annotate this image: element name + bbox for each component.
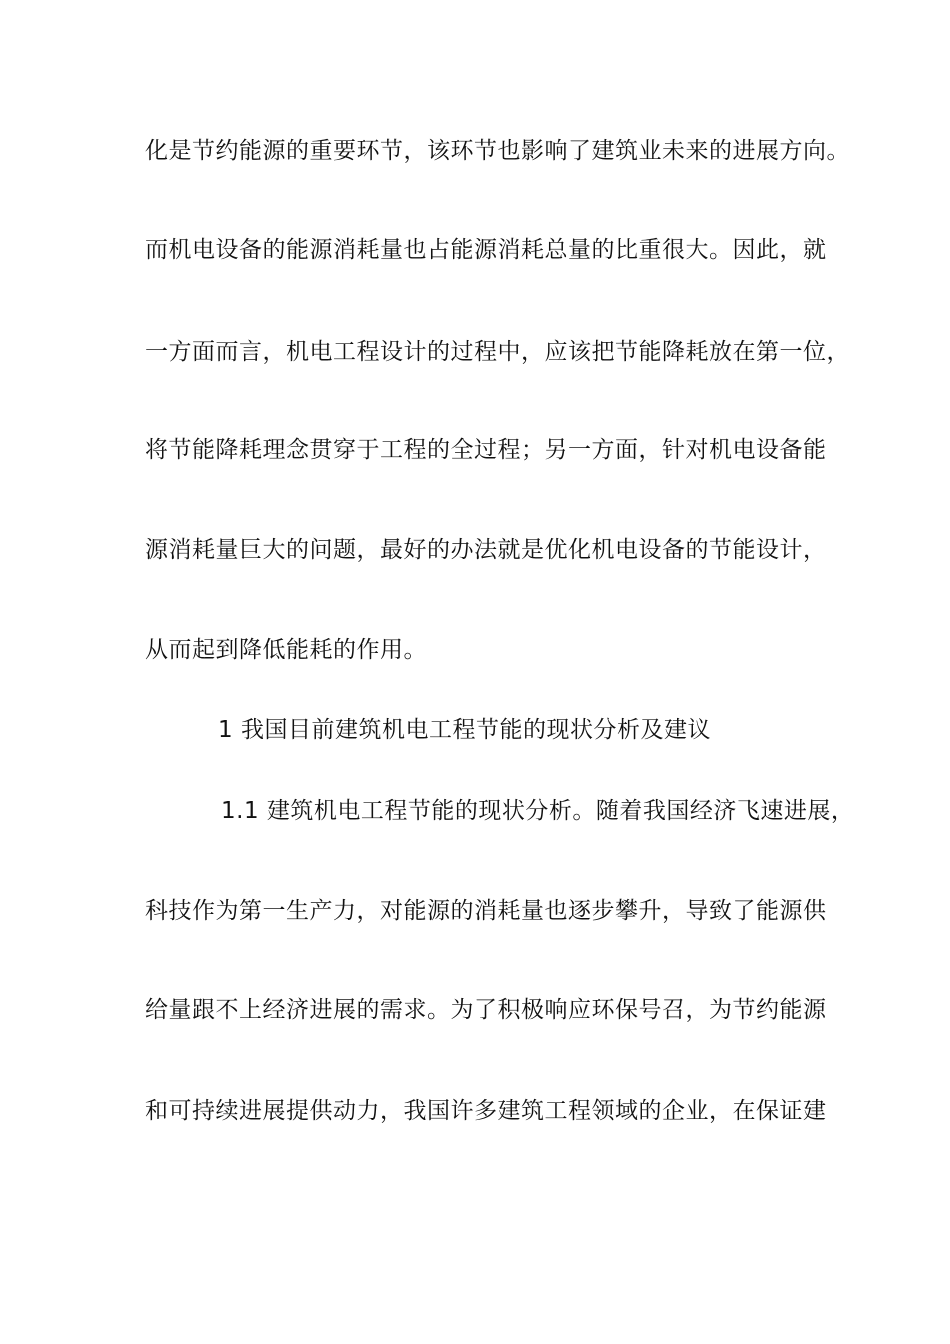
paragraph-line: 而机电设备的能源消耗量也占能源消耗总量的比重很大。因此，就 xyxy=(145,237,827,263)
paragraph-line: 源消耗量巨大的问题，最好的办法就是优化机电设备的节能设计， xyxy=(145,537,827,563)
paragraph-line: 给量跟不上经济进展的需求。为了积极响应环保号召，为节约能源 xyxy=(145,997,827,1023)
paragraph-line: 化是节约能源的重要环节，该环节也影响了建筑业未来的进展方向。 xyxy=(145,138,850,164)
section-heading: 1 我国目前建筑机电工程节能的现状分析及建议 xyxy=(218,717,711,743)
paragraph-line: 和可持续进展提供动力，我国许多建筑工程领域的企业，在保证建 xyxy=(145,1098,827,1124)
paragraph-line: 从而起到降低能耗的作用。 xyxy=(145,637,427,663)
paragraph-line: 科技作为第一生产力，对能源的消耗量也逐步攀升，导致了能源供 xyxy=(145,898,827,924)
paragraph-line: 一方面而言，机电工程设计的过程中，应该把节能降耗放在第一位， xyxy=(145,339,850,365)
paragraph-line: 将节能降耗理念贯穿于工程的全过程；另一方面，针对机电设备能 xyxy=(145,437,827,463)
subsection-line: 1.1 建筑机电工程节能的现状分析。随着我国经济飞速进展， xyxy=(221,798,855,824)
